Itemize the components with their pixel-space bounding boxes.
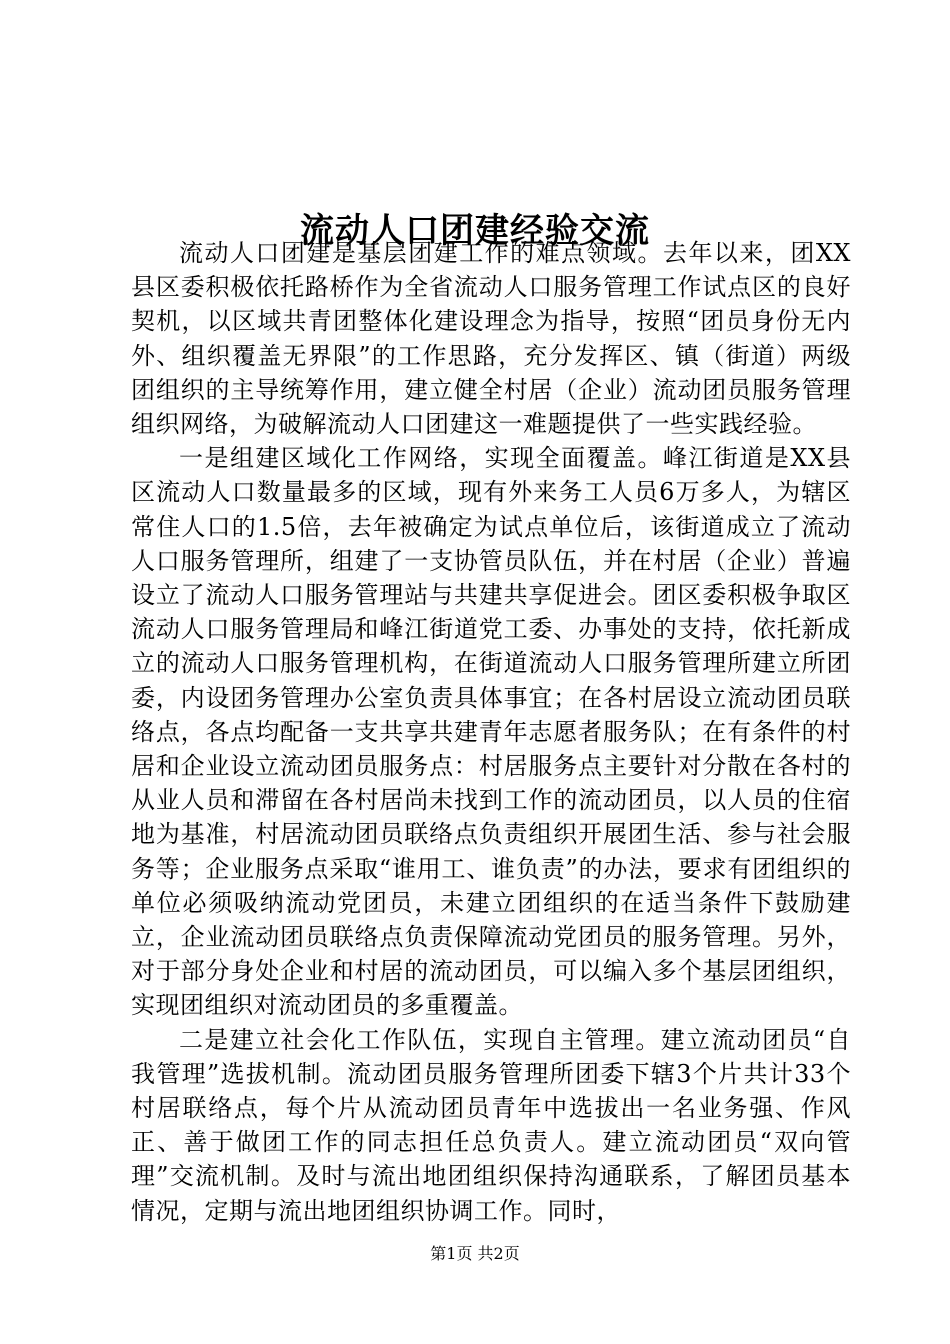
paragraph-intro: 流动人口团建是基层团建工作的难点领域。去年以来，团XX县区委积极依托路桥作为全省流动人口服务管理工作试点区的良好契机，以区域共青团整体化建设理念为指导，按照“团员身份无内外、组织覆盖无界限”的工作思路，充分发挥区、镇（街道）两级团组织的主导统筹作用，建立健全村居（企业）流动团员服务管理组织网络，为破解流动人口团建这一难题提供了一些实践经验。 [131, 239, 851, 439]
paragraph-point-two: 二是建立社会化工作队伍，实现自主管理。建立流动团员“自我管理”选拔机制。流动团员服务管理所团委下辖3个片共计33个村居联络点，每个片从流动团员青年中选拔出一名业务强、作风正、善于做团工作的同志担任总负责人。建立流动团员“双向管理”交流机制。及时与流出地团组织保持沟通联系，了解团员基本情况，定期与流出地团组织协调工作。同时， [131, 1025, 851, 1225]
document-title: 流动人口团建经验交流 [300, 210, 650, 251]
paragraph-point-one: 一是组建区域化工作网络，实现全面覆盖。峰江街道是XX县区流动人口数量最多的区域，现有外来务工人员6万多人，为辖区常住人口的1.5倍，去年被确定为试点单位后，该街道成立了流动人口服务管理所，组建了一支协管员队伍，并在村居（企业）普遍设立了流动人口服务管理站与共建共享促进会。团区委积极争取区流动人口服务管理局和峰江街道党工委、办事处的支持，依托新成立的流动人口服务管理机构，在街道流动人口服务管理所建立所团委，内设团务管理办公室负责具体事宜；在各村居设立流动团员联络点，各点均配备一支共享共建青年志愿者服务队；在有条件的村居和企业设立流动团员服务点：村居服务点主要针对分散在各村的从业人员和滞留在各村居尚未找到工作的流动团员，以人员的住宿地为基准，村居流动团员联络点负责组织开展团生活、参与社会服务等；企业服务点采取“谁用工、谁负责”的办法，要求有团组织的单位必须吸纳流动党团员，未建立团组织的在适当条件下鼓励建立，企业流动团员联络点负责保障流动党团员的服务管理。另外，对于部分身处企业和村居的流动团员，可以编入多个基层团组织，实现团组织对流动团员的多重覆盖。 [131, 444, 851, 1020]
page-number-footer: 第1页 共2页 [430, 1244, 520, 1263]
document-body [131, 236, 851, 1228]
